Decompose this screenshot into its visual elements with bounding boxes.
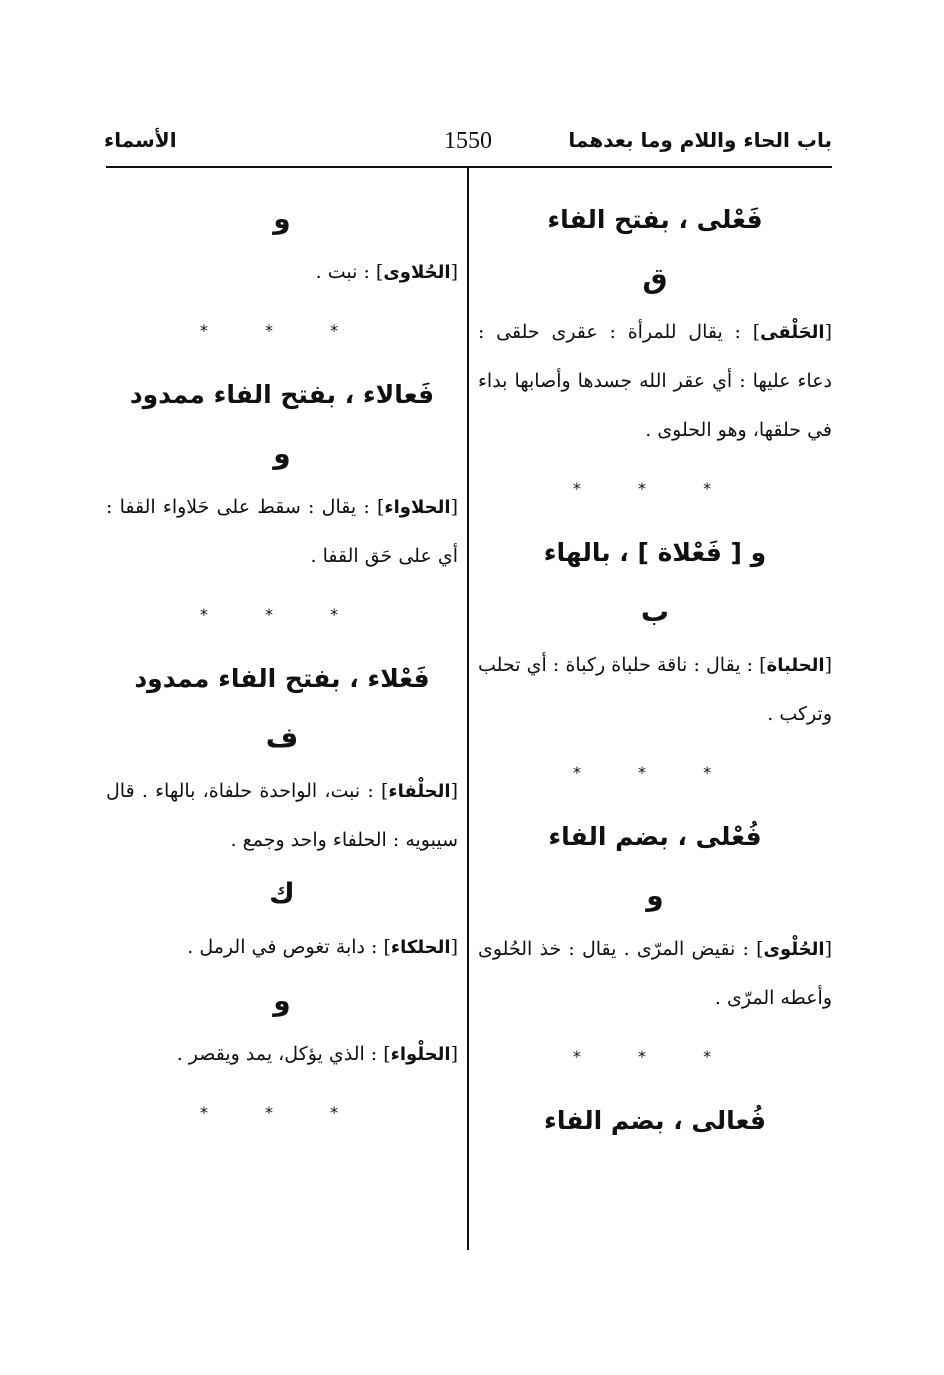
section-separator: * * *	[572, 479, 738, 498]
entry-headword: الحلباة	[766, 655, 825, 676]
letter-heading: ق	[642, 262, 668, 295]
dictionary-entry: [الحلباة] : يقال : ناقة حلباة ركباة : أي تحلب وتركب .	[478, 654, 832, 725]
section-separator: * * *	[199, 321, 365, 340]
dictionary-entry: [الحلكاء] : دابة تغوص في الرمل .	[187, 936, 458, 958]
entry-headword: الحَلْقى	[760, 322, 825, 343]
entry-text: يقال للمرأة : عقرى حلقى : دعاء عليها : أي عقر الله جسدها وأصابها بداء في حلقها، وهو الحلوى .	[478, 321, 832, 441]
entry-headword: الحُلْوى	[763, 939, 825, 960]
pattern-heading: فُعْلى ، بضم الفاء	[548, 822, 762, 851]
section-separator: * * *	[199, 605, 365, 624]
left-column	[106, 190, 458, 1147]
pattern-heading: فَعْلاء ، بفتح الفاء ممدود	[134, 664, 430, 693]
entry-text: نبت .	[315, 261, 358, 283]
column-divider	[467, 166, 469, 1250]
entry-text: يقال : ناقة حلباة ركباة : أي تحلب وتركب .	[478, 654, 832, 725]
entry-text: الذي يؤكل، يمد ويقصر .	[176, 1043, 365, 1065]
dictionary-entry: [الحلْواء] : الذي يؤكل، يمد ويقصر .	[176, 1043, 458, 1065]
entry-headword: الحلْواء	[390, 1044, 451, 1065]
entry-headword: الحلاواء	[384, 497, 451, 518]
section-separator: * * *	[572, 1047, 738, 1066]
section-title: الأسماء	[104, 128, 177, 152]
right-column	[478, 190, 832, 1151]
pattern-heading: فُعالى ، بضم الفاء	[544, 1106, 766, 1135]
letter-heading: ب	[640, 595, 670, 628]
entry-text: نبت، الواحدة حلفاة، بالهاء . قال سيبويه : الحلفاء واحد وجمع .	[106, 780, 458, 851]
letter-heading: ك	[269, 877, 295, 910]
dictionary-entry: [الحلاواء] : يقال : سقط على حَلاواء القفا : أي على حَق القفا .	[106, 496, 458, 567]
entry-text: يقال : سقط على حَلاواء القفا : أي على حَق القفا .	[106, 496, 458, 567]
page-header	[104, 118, 832, 168]
letter-heading: و	[273, 202, 291, 235]
entry-headword: الحُلاوى	[383, 262, 451, 283]
chapter-title: باب الحاء واللام وما بعدهما	[568, 128, 832, 152]
entry-text: نقيض المرّى . يقال : خذ الحُلوى وأعطه المرّى .	[478, 938, 832, 1009]
page-number: 1550	[444, 128, 492, 154]
entry-text: دابة تغوص في الرمل .	[187, 936, 365, 958]
dictionary-entry: [الحُلْوى] : نقيض المرّى . يقال : خذ الحُلوى وأعطه المرّى .	[478, 938, 832, 1009]
letter-heading: و	[646, 879, 664, 912]
dictionary-entry: [الحُلاوى] : نبت .	[315, 261, 458, 283]
dictionary-entry: [الحلْفاء] : نبت، الواحدة حلفاة، بالهاء . قال سيبويه : الحلفاء واحد وجمع .	[106, 780, 458, 851]
letter-heading: و	[273, 984, 291, 1017]
letter-heading: و	[273, 437, 291, 470]
header-rule	[106, 166, 832, 168]
dictionary-entry: [الحَلْقى] : يقال للمرأة : عقرى حلقى : دعاء عليها : أي عقر الله جسدها وأصابها بداء في حلقها، وهو الحلوى .	[478, 321, 832, 441]
section-separator: * * *	[572, 763, 738, 782]
pattern-heading: و [ فَعْلاة ] ، بالهاء	[543, 538, 767, 567]
pattern-heading: فَعْلى ، بفتح الفاء	[547, 205, 763, 234]
entry-headword: الحلْفاء	[388, 781, 451, 802]
pattern-heading: فَعالاء ، بفتح الفاء ممدود	[129, 380, 435, 409]
letter-heading: ف	[265, 721, 299, 754]
entry-headword: الحلكاء	[390, 937, 451, 958]
section-separator: * * *	[199, 1103, 365, 1122]
